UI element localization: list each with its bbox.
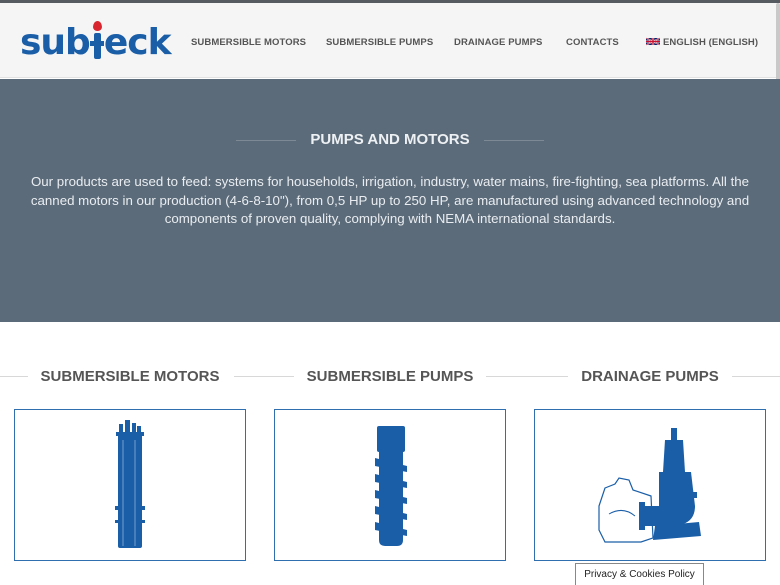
card-submersible-motors[interactable] — [14, 409, 246, 561]
hero-title: PUMPS AND MOTORS — [310, 131, 470, 148]
card-submersible-pumps[interactable] — [274, 409, 506, 561]
nav-contacts[interactable]: CONTACTS — [566, 37, 619, 48]
site-header — [0, 3, 780, 78]
category-title-motors: SUBMERSIBLE MOTORS — [40, 368, 220, 385]
privacy-cookies-button[interactable]: Privacy & Cookies Policy — [575, 563, 704, 585]
nav-drainage-pumps[interactable]: DRAINAGE PUMPS — [454, 37, 543, 48]
category-title-pumps: SUBMERSIBLE PUMPS — [306, 368, 474, 385]
hero-section — [0, 79, 780, 322]
category-divider — [234, 376, 294, 377]
hero-description: Our products are used to feed: systems for households, irrigation, industry, water mains, fire-fighting, sea platforms. All the canned motors in our production (4-6-8-10"), from 0,5 HP up to 250 HP, are manufactured using advanced technology and components of proven quality, complying with NEMA international standards. — [30, 174, 750, 226]
logo-text-right: eck — [103, 22, 171, 63]
category-divider — [732, 376, 780, 377]
category-divider — [486, 376, 568, 377]
submersible-pump-icon — [275, 410, 507, 562]
nav-language-label: ENGLISH (ENGLISH) — [663, 37, 759, 48]
uk-flag-icon — [646, 37, 660, 46]
drainage-pump-icon — [535, 410, 767, 562]
category-title-drainage: DRAINAGE PUMPS — [581, 368, 719, 385]
nav-submersible-pumps[interactable]: SUBMERSIBLE PUMPS — [326, 37, 434, 48]
submersible-motor-icon — [15, 410, 247, 562]
logo-text-left: sub — [20, 22, 90, 63]
nav-language-switcher[interactable] — [646, 37, 758, 48]
categories-section — [0, 322, 780, 585]
main-nav — [0, 37, 780, 51]
hero-title-divider-right — [484, 140, 544, 141]
card-drainage-pumps[interactable] — [534, 409, 766, 561]
hero-title-wrap — [0, 131, 780, 151]
category-divider — [0, 376, 28, 377]
nav-submersible-motors[interactable]: SUBMERSIBLE MOTORS — [191, 37, 307, 48]
